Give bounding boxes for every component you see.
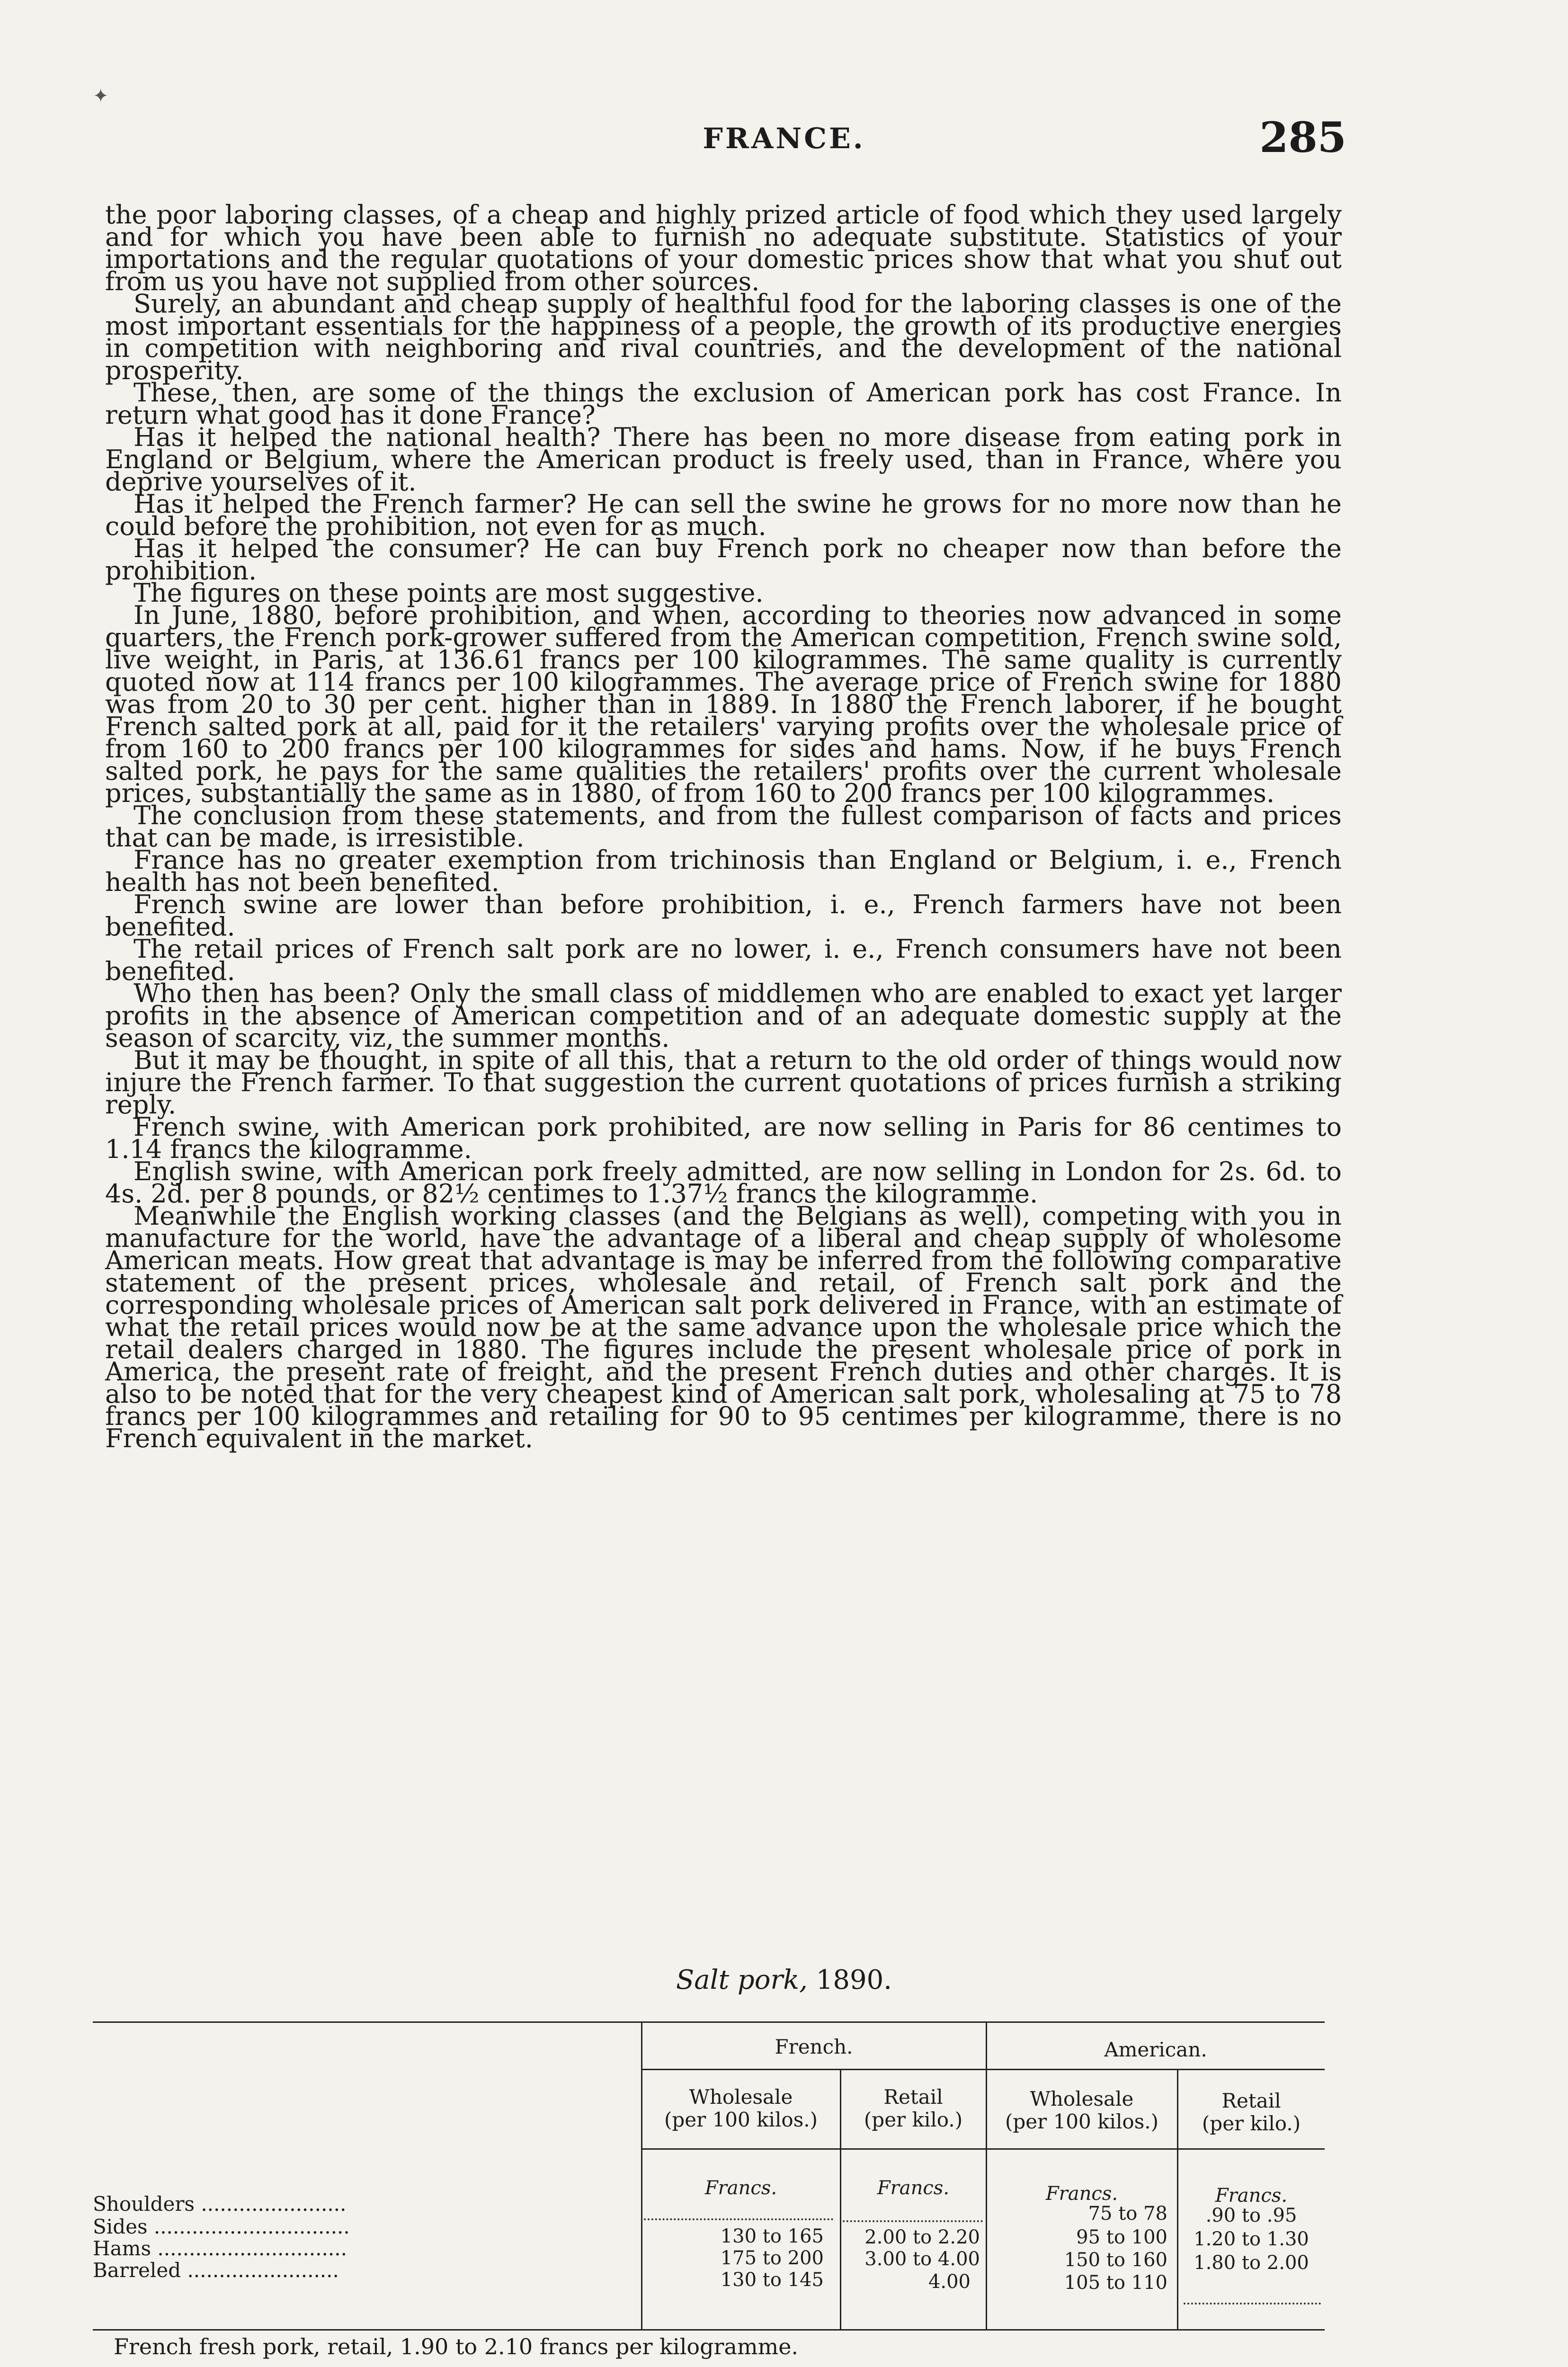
table-cell: 175 to 200 <box>720 2247 824 2269</box>
table-cell: 3.00 to 4.00 <box>864 2248 980 2270</box>
table-top-rule <box>93 2021 1325 2023</box>
column-divider <box>641 2021 642 2329</box>
group-header-french: French. <box>775 2035 853 2058</box>
paragraph: the poor laboring classes, of a cheap and highly prized article of food which they used largely and for which you have been able to furnish no adequate substitute. Statistics of your importations and the regular quotations of your domestic prices show that what you shut out from us you have not supplied from other sources. <box>105 200 1342 296</box>
col-header-line: (per kilo.) <box>864 2108 963 2131</box>
col-header-line: (per 100 kilos.) <box>1005 2110 1158 2133</box>
table-cell: 4.00 <box>928 2271 971 2293</box>
paragraph: Has it helped the national health? There has been no more disease from eating pork in England or Belgium, where the American product is freely used, than in France, where you deprive yourselves of it. <box>105 422 1342 497</box>
header-rule <box>642 2148 1325 2150</box>
row-label: Shoulders ....................... <box>93 2192 347 2216</box>
dotted-leader <box>644 2218 833 2220</box>
group-rule <box>642 2069 1325 2070</box>
table-caption <box>0 1965 1568 1995</box>
col-header-line: Retail <box>1221 2089 1281 2112</box>
body-text <box>105 200 1342 1453</box>
column-divider <box>986 2021 987 2329</box>
row-label: Sides ............................... <box>93 2215 350 2238</box>
table-footnote: French fresh pork, retail, 1.90 to 2.10 francs per kilogramme. <box>114 2334 799 2359</box>
unit-label: Francs. <box>1215 2185 1288 2207</box>
table-cell: 75 to 78 <box>1088 2203 1167 2225</box>
paragraph: France has no greater exemption from trichinosis than England or Belgium, i. e., French health has not been benefited. <box>105 845 1342 897</box>
col-header-line: (per kilo.) <box>1202 2112 1301 2135</box>
table-bottom-rule <box>93 2329 1325 2331</box>
paragraph: These, then, are some of the things the exclusion of American pork has cost France. In return what good has it done France? <box>105 378 1342 430</box>
row-label: Hams .............................. <box>93 2237 347 2260</box>
col-header-line: (per 100 kilos.) <box>664 2108 818 2131</box>
page-number: 285 <box>1259 113 1346 162</box>
paragraph: The retail prices of French salt pork are no lower, i. e., French consumers have not been benefited. <box>105 934 1342 986</box>
col-header-line: Wholesale <box>689 2085 793 2109</box>
paragraph: Surely, an abundant and cheap supply of healthful food for the laboring classes is one of the most important essentials for the happiness of a people, the growth of its productive energies in competition with neighboring and rival countries, and the development of the national prosperity. <box>105 289 1342 385</box>
dotted-leader <box>1184 2303 1321 2305</box>
unit-label: Francs. <box>877 2177 950 2199</box>
col-header-fr-retail <box>841 2086 986 2131</box>
col-header-line: Wholesale <box>1030 2087 1134 2110</box>
paragraph: English swine, with American pork freely admitted, are now selling in London for 2s. 6d. to 4s. 2d. per 8 pounds, or 82½ centimes to 1.37½ francs the kilogramme. <box>105 1157 1342 1209</box>
paragraph: But it may be thought, in spite of all this, that a return to the old order of things would now injure the French farmer. To that suggestion the current quotations of prices furnish a striking reply. <box>105 1045 1342 1120</box>
paragraph: Meanwhile the English working classes (and the Belgians as well), competing with you in manufacture for the world, have the advantage of a liberal and cheap supply of wholesome American meats. How great that advantage is may be inferred from the following comparative statement of the present prices, wholesale and retail, of French salt pork and the corresponding wholesale prices of American salt pork delivered in France, with an estimate of what the retail prices would now be at the same advance upon the wholesale price which the retail dealers charged in 1880. The figures include the present wholesale price of pork in America, the present rate of freight, and the present French duties and other charges. It is also to be noted that for the very cheapest kind of American salt pork, wholesaling at 75 to 78 francs per 100 kilogrammes and retailing for 90 to 95 centimes per kilogramme, there is no French equivalent in the market. <box>105 1201 1342 1453</box>
paragraph: The conclusion from these statements, and from the fullest comparison of facts and prices that can be made, is irresistible. <box>105 801 1342 853</box>
paragraph: Has it helped the consumer? He can buy French pork no cheaper now than before the prohibition. <box>105 534 1342 586</box>
paragraph: French swine, with American pork prohibited, are now selling in Paris for 86 centimes to 1.14 francs the kilogramme. <box>105 1112 1342 1164</box>
paragraph: Who then has been? Only the small class of middlemen who are enabled to exact yet larger profits in the absence of American competition and of an adequate domestic supply at the season of scarcity, viz, the summer months. <box>105 979 1342 1053</box>
table-cell: 130 to 165 <box>720 2225 824 2247</box>
unit-label: Francs. <box>704 2177 777 2199</box>
table-cell: 150 to 160 <box>1064 2249 1167 2271</box>
col-header-line: Retail <box>883 2085 943 2109</box>
row-label: Barreled ........................ <box>93 2259 339 2282</box>
dotted-leader <box>843 2220 983 2222</box>
table-cell: .90 to .95 <box>1205 2205 1297 2226</box>
col-header-am-wholesale <box>987 2088 1177 2133</box>
table-caption-year: 1890. <box>816 1965 892 1995</box>
paragraph: In June, 1880, before prohibition, and when, according to theories now advanced in some quarters, the French pork-grower suffered from the American competition, French swine sold, live weight, in Paris, at 136.61 francs per 100 kilogrammes. The same quality is currently quoted now at 114 francs per 100 kilogrammes. The average price of French swine for 1880 was from 20 to 30 per cent. higher than in 1889. In 1880 the French laborer, if he bought French salted pork at all, paid for it the retailers' varying profits over the wholesale price of from 160 to 200 francs per 100 kilogrammes for sides and hams. Now, if he buys French salted pork, he pays for the same qualities the retailers' profits over the current wholesale prices, substantially the same as in 1880, of from 160 to 200 francs per 100 kilogrammes. <box>105 600 1342 808</box>
table-cell: 95 to 100 <box>1076 2226 1167 2248</box>
print-speck: ✦ <box>93 85 109 107</box>
table-cell: 1.80 to 2.00 <box>1194 2252 1309 2274</box>
paragraph: French swine are lower than before prohibition, i. e., French farmers have not been benefited. <box>105 890 1342 942</box>
table-cell: 1.20 to 1.30 <box>1194 2228 1309 2250</box>
table-cell: 105 to 110 <box>1064 2272 1167 2294</box>
paragraph: The figures on these points are most suggestive. <box>134 578 764 608</box>
table-cell: 2.00 to 2.20 <box>864 2226 980 2248</box>
table-cell: 130 to 145 <box>720 2269 824 2291</box>
group-header-american: American. <box>1104 2038 1207 2061</box>
col-header-am-retail <box>1178 2090 1325 2135</box>
paragraph: Has it helped the French farmer? He can sell the swine he grows for no more now than he could before the prohibition, not even for as much. <box>105 489 1342 541</box>
running-head: FRANCE. <box>703 122 865 155</box>
table-caption-title: Salt pork, <box>676 1965 808 1995</box>
unit-label: Francs. <box>1045 2183 1118 2205</box>
col-header-fr-wholesale <box>642 2086 840 2131</box>
